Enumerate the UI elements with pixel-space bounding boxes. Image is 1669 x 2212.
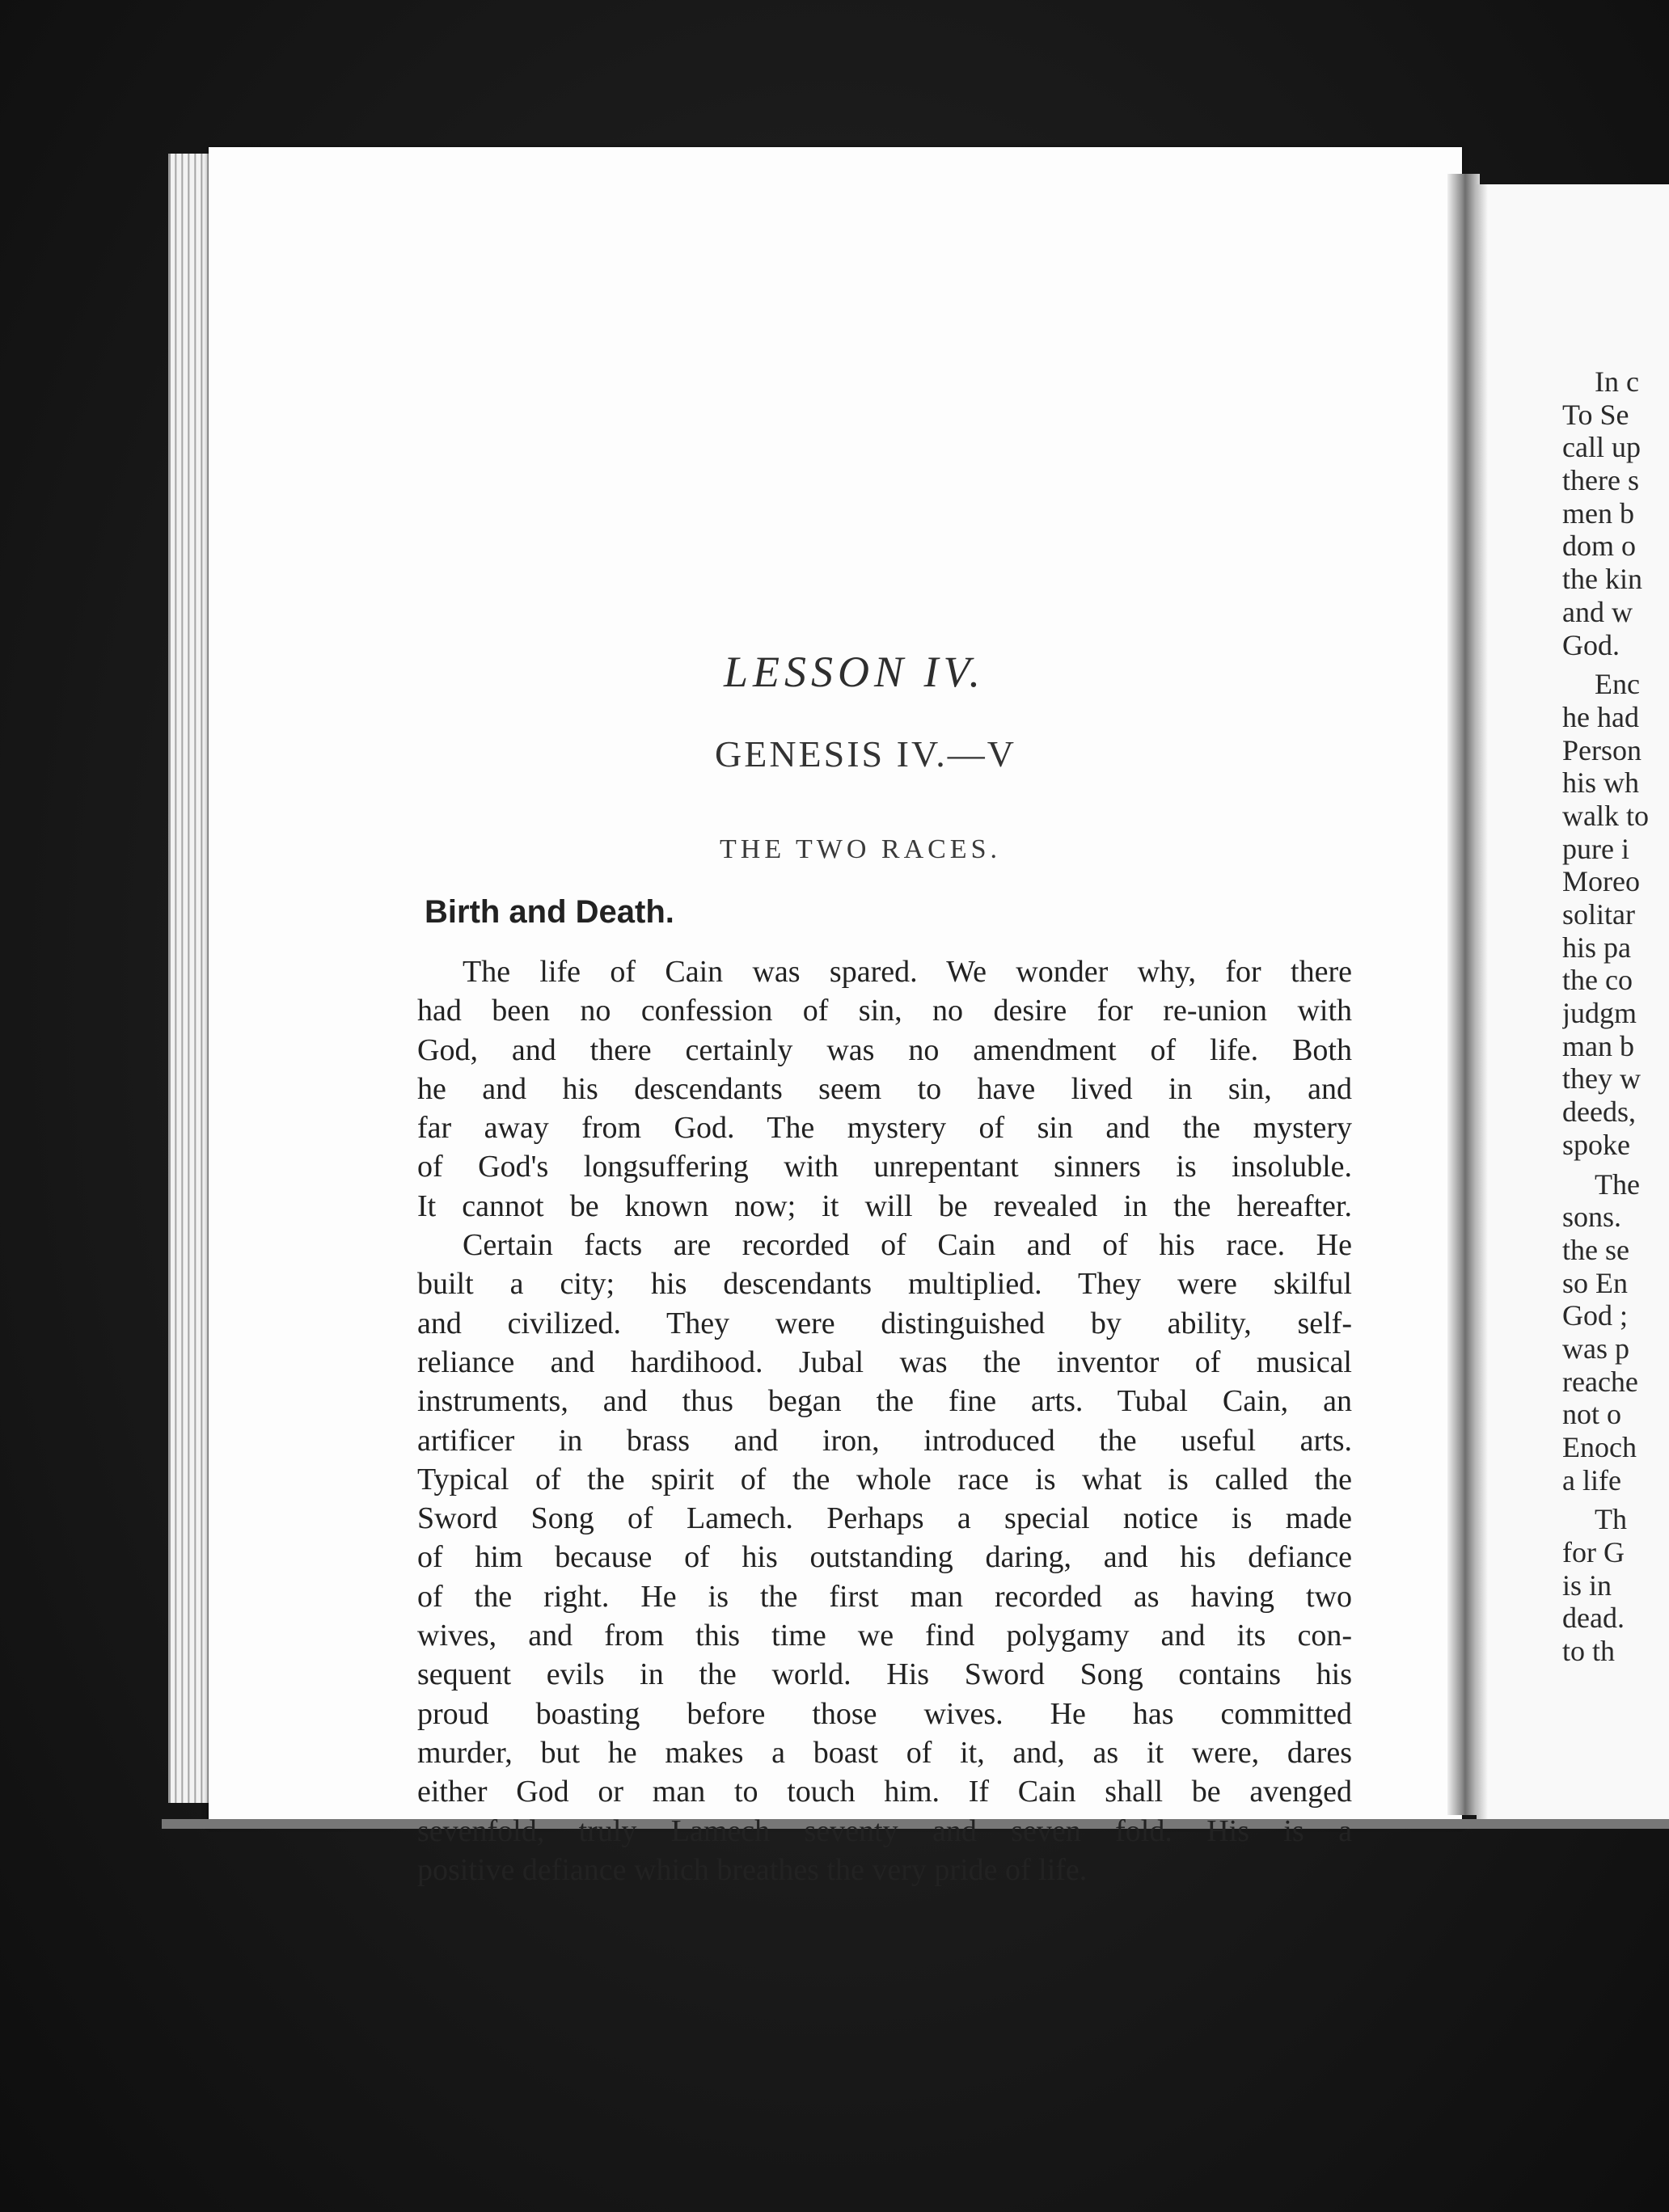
right-text-line: Enc — [1595, 668, 1640, 701]
body-text — [417, 952, 1352, 1889]
right-text-line: In c — [1595, 365, 1639, 398]
text-line: The life of Cain was spared. We wonder why, for there — [463, 955, 1352, 989]
chapter-title: GENESIS IV.—V — [715, 733, 1016, 775]
right-text-line: he had — [1562, 700, 1639, 733]
text-line: of God's longsuffering with unrepentant sinners is insoluble. — [417, 1150, 1352, 1184]
right-text-line: they w — [1562, 1062, 1641, 1095]
right-text-line: judgm — [1562, 997, 1637, 1030]
right-text-line: a life — [1562, 1463, 1621, 1496]
lesson-title: LESSON IV. — [724, 648, 986, 696]
text-line: built a city; his descendants multiplied. They were skilful — [417, 1267, 1352, 1302]
text-line: of him because of his outstanding daring, and his defiance — [417, 1540, 1352, 1575]
right-text-line: his pa — [1562, 931, 1631, 964]
right-text-line: call up — [1562, 431, 1641, 464]
text-line: sevenfold, truly Lamech seventy and seven fold. His is a — [417, 1813, 1352, 1848]
text-line: he and his descendants seem to have lived in sin, and — [417, 1071, 1352, 1106]
right-text-line: pure i — [1562, 832, 1629, 865]
right-text-line: his wh — [1562, 766, 1640, 800]
text-line: far away from God. The mystery of sin and the mystery — [417, 1111, 1352, 1146]
right-text-line: walk to — [1562, 799, 1649, 832]
right-text-line: solitar — [1562, 898, 1635, 931]
text-line: either God or man to touch him. If Cain shall be avenged — [417, 1775, 1352, 1809]
section-title: THE TWO RACES. — [720, 834, 1001, 864]
right-text-line: the kin — [1562, 563, 1642, 596]
right-text-line: sons. — [1562, 1201, 1622, 1234]
right-text-line: to th — [1562, 1635, 1616, 1668]
right-text-line: the co — [1562, 964, 1633, 997]
right-text-line: Moreo — [1562, 865, 1640, 898]
text-line: wives, and from this time we find polygamy and its con- — [417, 1619, 1352, 1653]
right-text-line: so En — [1562, 1266, 1628, 1299]
right-text-line: was p — [1562, 1332, 1629, 1365]
right-page-text — [1562, 365, 1669, 1668]
book-gutter — [1447, 174, 1480, 1815]
right-text-line: God. — [1562, 628, 1620, 661]
text-line: positive defiance which breathes the very pride of life. — [417, 1852, 1088, 1887]
text-line: and civilized. They were distinguished by ability, self- — [417, 1306, 1352, 1340]
right-text-line: Person — [1562, 733, 1642, 766]
right-text-line: spoke — [1562, 1128, 1630, 1161]
right-text-line: Enoch — [1562, 1431, 1637, 1463]
text-line: Certain facts are recorded of Cain and of his race. He — [463, 1228, 1352, 1263]
text-line: sequent evils in the world. His Sword Song contains his — [417, 1657, 1352, 1692]
right-text-line: God ; — [1562, 1299, 1628, 1332]
right-text-line: is in — [1562, 1568, 1612, 1602]
text-line: had been no confession of sin, no desire for re-union with — [417, 994, 1352, 1028]
right-text-line: man b — [1562, 1029, 1634, 1062]
text-line: God, and there certainly was no amendment of life. Both — [417, 1032, 1352, 1067]
text-line: artificer in brass and iron, introduced the useful arts. — [417, 1423, 1352, 1458]
text-line: murder, but he makes a boast of it, and, as it were, dares — [417, 1735, 1352, 1770]
right-text-line: deeds, — [1562, 1095, 1636, 1129]
right-text-line: the se — [1562, 1233, 1629, 1266]
text-line: proud boasting before those wives. He has committed — [417, 1696, 1352, 1731]
right-text-line: for G — [1562, 1536, 1625, 1569]
subheading: Birth and Death. — [425, 894, 674, 930]
right-text-line: not o — [1562, 1398, 1622, 1431]
right-text-line: men b — [1562, 496, 1634, 530]
right-text-line: Th — [1595, 1503, 1627, 1536]
right-page-shadow — [1477, 184, 1488, 1819]
text-line: It cannot be known now; it will be revealed in the hereafter. — [417, 1188, 1352, 1223]
right-text-line: dead. — [1562, 1602, 1625, 1635]
right-text-line: To Se — [1562, 398, 1629, 431]
right-text-line: there s — [1562, 464, 1639, 497]
right-text-line: The — [1595, 1167, 1640, 1201]
right-text-line: and w — [1562, 595, 1633, 628]
text-line: reliance and hardihood. Jubal was the inventor of musical — [417, 1345, 1352, 1379]
text-line: instruments, and thus began the fine arts. Tubal Cain, an — [417, 1384, 1352, 1419]
right-text-line: dom o — [1562, 530, 1637, 563]
right-text-line: reache — [1562, 1365, 1638, 1398]
text-line: of the right. He is the first man recorded as having two — [417, 1579, 1352, 1614]
text-line: Typical of the spirit of the whole race is what is called the — [417, 1462, 1352, 1496]
text-line: Sword Song of Lamech. Perhaps a special notice is made — [417, 1501, 1352, 1536]
